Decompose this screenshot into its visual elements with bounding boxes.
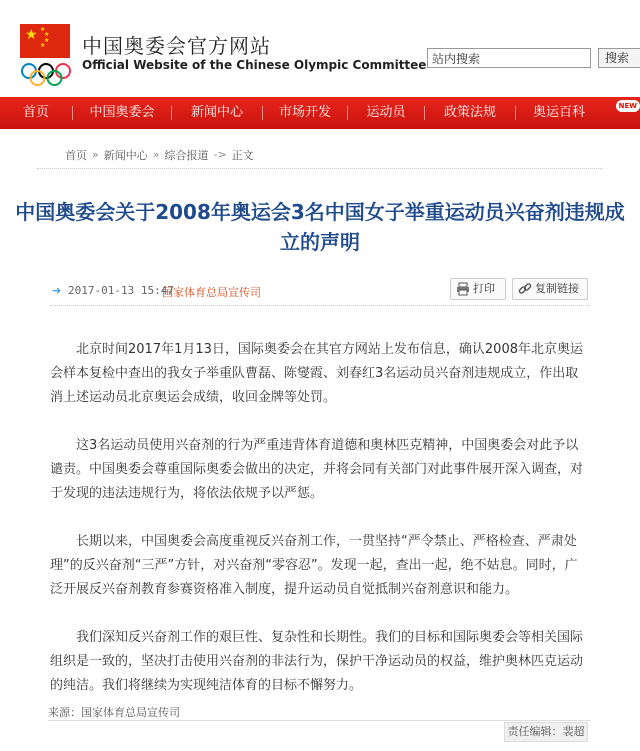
print-label: 打印 — [473, 282, 495, 295]
paragraph: 长期以来，中国奥委会高度重视反兴奋剂工作，一贯坚持“严令禁止、严格检查、严肃处理”的反兴奋剂“三严”方针，对兴奋剂“零容忍”。发现一起，查出一起，绝不姑息。同时，广泛开展反兴奋剂教育参赛资格准入制度，提升运动员自觉抵制兴奋剂意识和能力。 — [50, 534, 578, 597]
breadcrumb-separator: » — [92, 148, 99, 161]
breadcrumb-item-news[interactable]: 新闻中心 — [103, 148, 148, 162]
breadcrumb-item-reports[interactable]: 综合报道 — [164, 148, 209, 162]
link-icon — [518, 282, 532, 296]
article-body — [50, 338, 590, 722]
copy-link-label: 复制链接 — [535, 282, 579, 295]
site-title-en: Official Website of the Chinese Olympic Committee — [82, 58, 427, 72]
breadcrumb — [37, 141, 603, 169]
nav-item-policy[interactable]: 政策法规 — [443, 105, 496, 120]
arrow-icon: ➜ — [52, 284, 62, 297]
nav-item-coc[interactable]: 中国奥委会 — [89, 105, 155, 120]
china-flag-icon: ★ ★ ★ ★ ★ — [20, 24, 70, 58]
copy-link-button[interactable] — [512, 278, 588, 300]
article-title: 中国奥委会关于2008年奥运会3名中国女子举重运动员兴奋剂违规成立的声明 — [15, 200, 625, 254]
main-nav — [0, 97, 640, 129]
footer-source: 来源：国家体育总局宣传司 — [48, 706, 180, 719]
breadcrumb-separator: -> — [213, 148, 227, 161]
article-meta — [50, 278, 590, 306]
nav-item-athletes[interactable]: 运动员 — [366, 105, 406, 120]
nav-item-encyclopedia[interactable]: 奥运百科 — [532, 105, 585, 120]
paragraph: 这3名运动员使用兴奋剂的行为严重违背体育道德和奥林匹克精神，中国奥委会对此予以谴责。中国奥委会尊重国际奥委会做出的决定，并将会同有关部门对此事件展开深入调查，对于发现的违法违规行为，将依法依规予以严惩。 — [50, 438, 584, 501]
printer-icon — [456, 282, 470, 296]
paragraph: 我们深知反兴奋剂工作的艰巨性、复杂性和长期性。我们的目标和国际奥委会等相关国际组织是一致的，坚决打击使用兴奋剂的非法行为，保护干净运动员的权益，维护奥林匹克运动的纯洁。我们将继续为实现纯洁体育的目标不懈努力。 — [50, 630, 584, 693]
publish-source[interactable]: 国家体育总局宣传司 — [162, 286, 261, 299]
breadcrumb-separator: » — [152, 148, 160, 161]
nav-item-home[interactable]: 首页 — [22, 105, 49, 120]
nav-item-marketing[interactable]: 市场开发 — [278, 105, 331, 120]
paragraph: 北京时间2017年1月13日，国际奥委会在其官方网站上发布信息，确认2008年北京奥运会样本复检中查出的我女子举重队曹磊、陈燮霞、刘春红3名运动员兴奋剂违规成立，作出取消上述运动员北京奥运会成绩，收回金牌等处罚。 — [50, 342, 583, 405]
site-title-cn: 中国奥委会官方网站 — [82, 34, 271, 58]
site-header — [0, 0, 640, 96]
new-badge: NEW — [616, 100, 640, 112]
publish-date: 2017-01-13 15:47 — [68, 284, 174, 297]
olympic-rings-icon — [20, 62, 72, 88]
breadcrumb-item-current: 正文 — [231, 148, 254, 162]
editor-badge: 责任编辑：裴超 — [504, 722, 588, 742]
footer-divider — [48, 720, 590, 721]
breadcrumb-item-home[interactable]: 首页 — [65, 148, 87, 162]
search-button[interactable]: 搜索 — [598, 48, 640, 68]
print-button[interactable] — [450, 278, 506, 300]
nav-item-news[interactable]: 新闻中心 — [190, 105, 243, 120]
search-input[interactable] — [427, 48, 591, 68]
